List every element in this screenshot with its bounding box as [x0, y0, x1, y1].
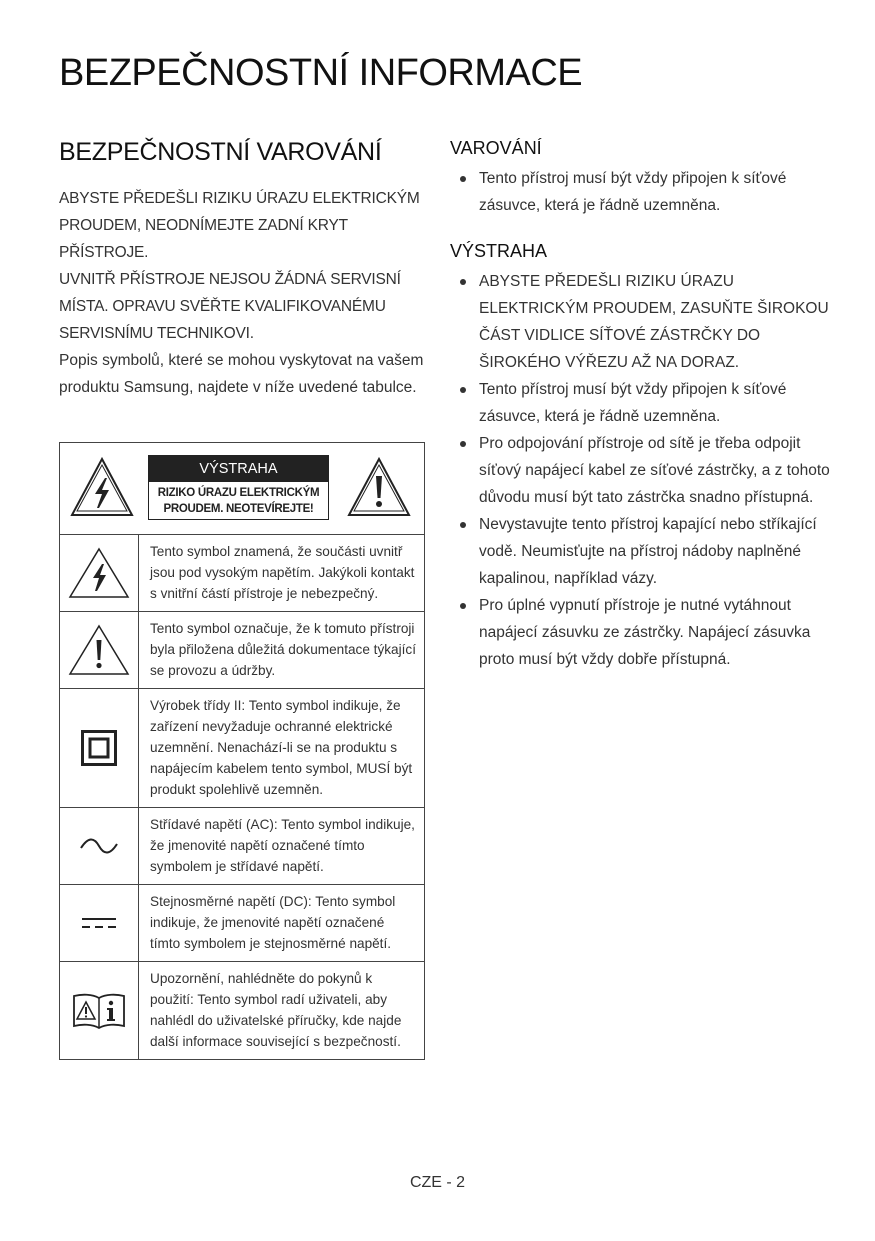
- lightning-triangle-icon: [61, 547, 137, 599]
- warning-label-text: PROUDEM. NEOTEVÍREJTE!: [163, 503, 314, 515]
- right-column: [450, 138, 830, 673]
- symbol-description: Tento symbol označuje, že k tomuto přístroji byla přiložena důležitá dokumentace týkající se provozu a údržby.: [139, 612, 425, 689]
- symbol-row: [60, 962, 425, 1060]
- list-item: Pro odpojování přístroje od sítě je třeba odpojit síťový napájecí kabel ze síťové zástrčky, a z tohoto důvodu musí být tato zástrčka snadno přístupná.: [450, 430, 830, 511]
- page-number: CZE - 2: [409, 1174, 466, 1191]
- symbol-description: Stejnosměrné napětí (DC): Tento symbol indikuje, že jmenovité napětí označené tímto symbolem je stejnosměrné napětí.: [139, 885, 425, 962]
- symbol-description: Střídavé napětí (AC): Tento symbol indikuje, že jmenovité napětí označené tímto symbolem je střídavé napětí.: [139, 808, 425, 885]
- intro-paragraph: Popis symbolů, které se mohou vyskytovat na vašem produktu Samsung, najdete v níže uvedené tabulce.: [59, 352, 424, 396]
- manual-info-icon: [61, 992, 137, 1030]
- warning-label: [148, 455, 329, 520]
- exclamation-triangle-icon: [61, 624, 137, 676]
- list-item: Pro úplné vypnutí přístroje je nutné vytáhnout napájecí zásuvku ze zástrčky. Napájecí zásuvka proto musí být vždy dobře přístupná.: [450, 592, 830, 673]
- left-column: [59, 138, 429, 401]
- symbol-description: Výrobek třídy II: Tento symbol indikuje, že zařízení nevyžaduje ochranné elektrické uzemnění. Nenachází-li se na produktu s napájecím kabelem tento symbol, MUSÍ být produkt spolehlivě uzemněn.: [139, 689, 425, 808]
- list-item: Tento přístroj musí být vždy připojen k síťové zásuvce, která je řádně uzemněna.: [450, 376, 830, 430]
- symbol-row: [60, 885, 425, 962]
- list-item: Tento přístroj musí být vždy připojen k síťové zásuvce, která je řádně uzemněna.: [450, 165, 830, 219]
- list-item: ABYSTE PŘEDEŠLI RIZIKU ÚRAZU ELEKTRICKÝM PROUDEM, ZASUŇTE ŠIROKOU ČÁST VIDLICE SÍŤOVÉ ZÁSTRČKY DO ŠIROKÉHO VÝŘEZU AŽ NA DORAZ.: [450, 268, 830, 376]
- intro-text: [59, 185, 429, 401]
- list-item: Nevystavujte tento přístroj kapající nebo stříkající vodě. Neumisťujte na přístroj nádoby naplněné kapalinou, například vázy.: [450, 511, 830, 592]
- dc-icon: [61, 916, 137, 930]
- vystraha-title: VÝSTRAHA: [450, 241, 548, 261]
- warning-label-row: [60, 443, 425, 535]
- intro-paragraph: UVNITŘ PŘÍSTROJE NEJSOU ŽÁDNÁ SERVISNÍ MÍSTA. OPRAVU SVĚŘTE KVALIFIKOVANÉMU SERVISNÍMU TECHNIKOVI.: [59, 271, 401, 342]
- warning-label-header: VÝSTRAHA: [149, 456, 328, 482]
- varovani-title: VAROVÁNÍ: [450, 138, 542, 158]
- lightning-triangle-icon: [69, 456, 135, 518]
- class-ii-icon: [61, 730, 137, 766]
- exclamation-triangle-icon: [346, 456, 412, 518]
- symbol-description: Upozornění, nahlédněte do pokynů k použití: Tento symbol radí uživateli, aby nahlédl do uživatelské příručky, kde najde další informace související s bezpečností.: [139, 962, 425, 1060]
- page-title: BEZPEČNOSTNÍ INFORMACE: [59, 52, 583, 94]
- symbol-description: Tento symbol znamená, že součásti uvnitř jsou pod vysokým napětím. Jakýkoli kontakt s vnitřní částí přístroje je nebezpečný.: [139, 535, 425, 612]
- symbols-table: [59, 442, 425, 1060]
- symbol-row: [60, 612, 425, 689]
- section-title-safety-warnings: BEZPEČNOSTNÍ VAROVÁNÍ: [59, 138, 382, 166]
- symbol-row: [60, 808, 425, 885]
- vystraha-list: [450, 268, 830, 673]
- ac-wave-icon: [61, 837, 137, 855]
- intro-paragraph: ABYSTE PŘEDEŠLI RIZIKU ÚRAZU ELEKTRICKÝM PROUDEM, NEODNÍMEJTE ZADNÍ KRYT PŘÍSTROJE.: [59, 190, 420, 261]
- varovani-list: [450, 165, 830, 219]
- symbol-row: [60, 689, 425, 808]
- symbol-row: [60, 535, 425, 612]
- warning-label-text: RIZIKO ÚRAZU ELEKTRICKÝM: [157, 487, 320, 499]
